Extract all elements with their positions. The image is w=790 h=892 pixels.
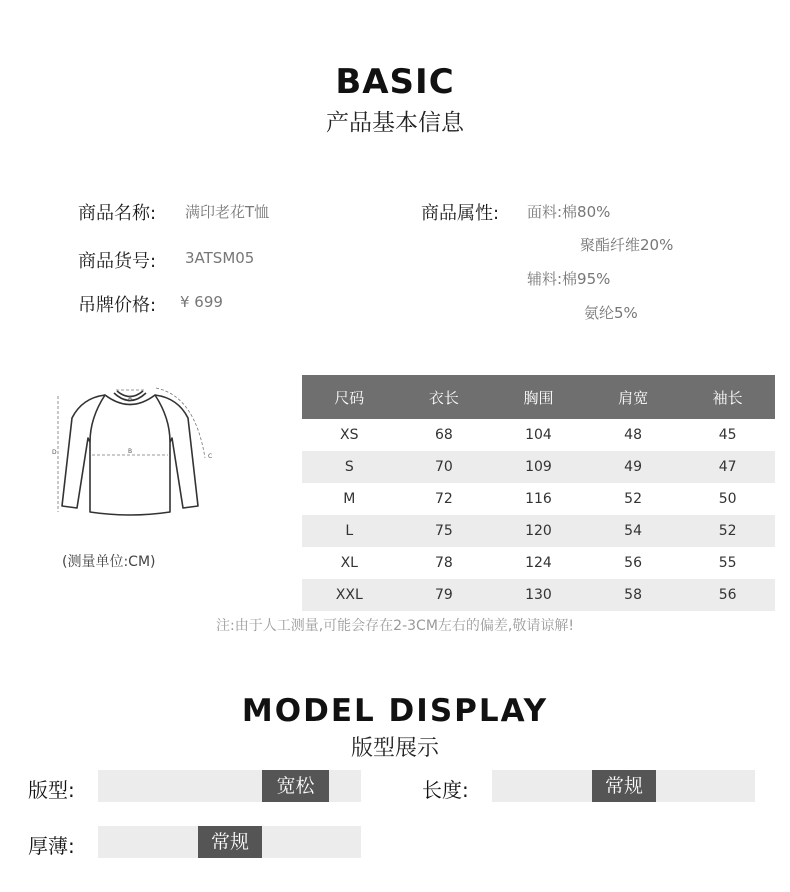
- cell-chest: 130: [491, 579, 586, 611]
- table-row: [302, 515, 775, 547]
- header-chest: 胸围: [491, 375, 586, 419]
- cell-size: S: [302, 451, 397, 483]
- measurement-unit: (测量单位:CM): [62, 554, 156, 570]
- thickness-value-chip: 常规: [198, 826, 262, 858]
- right-sleeve-outline: [155, 395, 198, 508]
- cell-length: 68: [434, 427, 453, 443]
- model-title: MODEL DISPLAY: [241, 693, 549, 729]
- cell-shoulder: 58: [586, 579, 681, 611]
- cell-sleeve: 50: [718, 491, 737, 507]
- cell-size: XXL: [302, 579, 397, 611]
- cell-chest: 104: [525, 427, 552, 443]
- header-shoulder: 肩宽: [586, 375, 681, 419]
- product-code-value: 3ATSM05: [185, 249, 255, 267]
- table-row: [302, 547, 775, 579]
- lining-line-1: 辅料:棉95%: [527, 270, 611, 288]
- model-subtitle: 版型展示: [350, 736, 439, 761]
- attributes-label: 商品属性:: [421, 203, 500, 224]
- cell-chest: 120: [491, 515, 586, 547]
- cell-length: 70: [397, 451, 492, 483]
- product-code-label: 商品货号:: [78, 251, 157, 272]
- cell-chest: 116: [525, 491, 552, 507]
- table-row: [302, 579, 775, 611]
- lining-line-2: 氨纶5%: [584, 304, 638, 322]
- cell-size: XS: [340, 427, 359, 443]
- size-table: [302, 375, 775, 611]
- fit-label: 版型:: [28, 778, 75, 802]
- cell-size: M: [343, 491, 356, 507]
- length-value-chip: 常规: [592, 770, 656, 802]
- header-sleeve: 袖长: [680, 375, 775, 419]
- product-name-label: 商品名称:: [78, 203, 157, 224]
- cell-size: L: [302, 515, 397, 547]
- price-value: ¥ 699: [180, 293, 223, 311]
- garment-measurement-diagram: [30, 378, 230, 528]
- cell-chest: 109: [491, 451, 586, 483]
- size-table-header-row: [302, 375, 775, 419]
- cell-sleeve: 45: [718, 427, 737, 443]
- fabric-line-2: 聚酯纤维20%: [580, 236, 674, 254]
- cell-length: 79: [397, 579, 492, 611]
- cell-sleeve: 55: [718, 555, 737, 571]
- cell-size: XL: [340, 555, 358, 571]
- cell-length: 78: [434, 555, 453, 571]
- cell-sleeve: 52: [680, 515, 775, 547]
- fit-value-chip: 宽松: [262, 770, 329, 802]
- label-a: A: [128, 395, 133, 402]
- measurement-note: 注:由于人工测量,可能会存在2-3CM左右的偏差,敬请谅解!: [216, 618, 574, 634]
- basic-subtitle: 产品基本信息: [326, 110, 464, 136]
- label-d: D: [52, 449, 57, 456]
- table-row: [302, 451, 775, 483]
- table-row: [302, 419, 775, 451]
- fabric-line-1: 面料:棉80%: [527, 203, 611, 221]
- cell-shoulder: 48: [624, 427, 642, 443]
- cell-sleeve: 47: [680, 451, 775, 483]
- cell-sleeve: 56: [680, 579, 775, 611]
- cell-shoulder: 52: [624, 491, 642, 507]
- basic-title: BASIC: [335, 62, 455, 102]
- header-length: 衣长: [397, 375, 492, 419]
- label-c: C: [208, 453, 213, 460]
- table-row: [302, 483, 775, 515]
- cell-length: 72: [434, 491, 453, 507]
- cell-shoulder: 56: [624, 555, 642, 571]
- label-b: B: [128, 448, 133, 455]
- cell-length: 75: [397, 515, 492, 547]
- cell-shoulder: 49: [586, 451, 681, 483]
- left-sleeve-outline: [62, 395, 105, 508]
- cell-chest: 124: [525, 555, 552, 571]
- cell-shoulder: 54: [586, 515, 681, 547]
- measure-line-c: [156, 388, 205, 458]
- product-name-value: 满印老花T恤: [185, 203, 270, 221]
- price-label: 吊牌价格:: [78, 295, 157, 316]
- header-size: 尺码: [302, 375, 397, 419]
- length-label: 长度:: [422, 778, 469, 802]
- thickness-label: 厚薄:: [28, 834, 75, 858]
